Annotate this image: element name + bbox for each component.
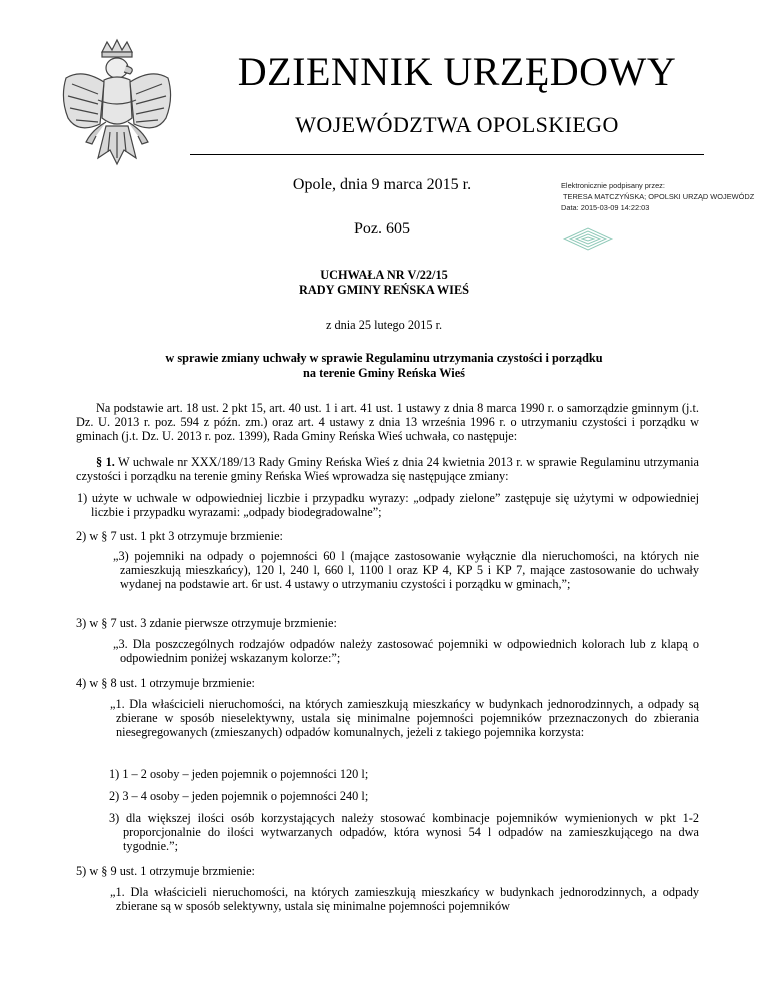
amendment-item-4-sub-3: 3) dla większej ilości osób korzystających należy stosować kombinacje pojemników wymienionych w pkt 1-2 proporcjonalnie do ilości wytwarzanych odpadów, która wynosi 54 l odpadów na zamieszkującego na dwa tygodnie.”; bbox=[109, 811, 699, 854]
act-subject-line1: w sprawie zmiany uchwały w sprawie Regulaminu utrzymania czystości i porządku bbox=[165, 351, 603, 365]
act-subject-line2: na terenie Gminy Reńska Wieś bbox=[303, 365, 465, 380]
amendment-item-3-quote: „3. Dla poszczególnych rodzajów odpadów należy zastosować pojemniki w odpowiednich kolorach lub z klapą o odpowiednim poniżej wskazanym kolorze:”; bbox=[113, 637, 699, 666]
section-1-text: W uchwale nr XXX/189/13 Rady Gminy Reńska Wieś z dnia 24 kwietnia 2013 r. w sprawie Regulaminu utrzymania czystości i porządku na terenie gminy Reńska Wieś wprowadza się następujące zmiany: bbox=[76, 455, 699, 484]
act-number: UCHWAŁA NR V/22/15 bbox=[320, 268, 448, 282]
electronic-signature bbox=[561, 180, 761, 213]
signature-signer: TERESA MATCZYŃSKA; OPOLSKI URZĄD WOJEWÓDZ bbox=[563, 192, 755, 201]
section-1-label: § 1. bbox=[96, 455, 115, 469]
signature-label: Elektronicznie podpisany przez: bbox=[561, 181, 665, 190]
amendment-item-5-quote: „1. Dla właścicieli nieruchomości, na których zamieszkują mieszkańcy w budynkach jednorodzinnych, a odpady zbierane są w sposób selektywny, ustala się minimalne pojemności pojemników bbox=[110, 885, 699, 914]
signature-verified-icon bbox=[560, 226, 616, 252]
section-1 bbox=[76, 455, 699, 483]
amendment-item-2-quote: „3) pojemniki na odpady o pojemności 60 l (mające zastosowanie wyłącznie dla nieruchomości, na których nie zamieszkują mieszkańcy), 120 l, 240 l, 660 l, 1100 l oraz KP 4, KP 5 i KP 7, mające zastosowanie do uchwały wydanej na podstawie art. 6r ust. 4 ustawy o utrzymaniu czystości i porządku w gminach,”; bbox=[113, 549, 699, 592]
journal-subtitle: WOJEWÓDZTWA OPOLSKIEGO bbox=[295, 112, 619, 137]
amendment-item-4-sub-2: 2) 3 – 4 osoby – jeden pojemnik o pojemności 240 l; bbox=[109, 789, 369, 803]
signature-date: Data: 2015-03-09 14:22:03 bbox=[561, 203, 650, 212]
act-date: z dnia 25 lutego 2015 r. bbox=[325, 318, 443, 332]
amendment-item-1: 1) użyte w uchwale w odpowiedniej liczbie i przypadku wyrazy: „odpady zielone” zastępuje się użytymi w odpowiedniej liczbie i przypadku wyrazami: „odpady biodegradowalne”; bbox=[77, 491, 699, 520]
act-authority: RADY GMINY REŃSKA WIEŚ bbox=[298, 282, 470, 297]
eagle-emblem bbox=[52, 38, 182, 188]
act-subject bbox=[0, 351, 768, 380]
amendment-item-4-sub-1: 1) 1 – 2 osoby – jeden pojemnik o pojemności 120 l; bbox=[109, 767, 369, 781]
position-number: Poz. 605 bbox=[354, 220, 410, 237]
amendment-item-4-quote: „1. Dla właścicieli nieruchomości, na których zamieszkują mieszkańcy w budynkach jednorodzinnych, a odpady są zbierane w sposób nieselektywny, ustala się minimalne pojemności pojemników przeznaczonych do zbierania niesegregowanych (zmieszanych) odpadów komunalnych, jeżeli z takiego pojemnika korzysta: bbox=[110, 697, 699, 740]
amendment-item-4: 4) w § 8 ust. 1 otrzymuje brzmienie: bbox=[76, 676, 255, 690]
preamble: Na podstawie art. 18 ust. 2 pkt 15, art. 40 ust. 1 i art. 41 ust. 1 ustawy z dnia 8 marca 1990 r. o samorządzie gminnym (j.t. Dz. U. 2013 r. poz. 594 z późn. zm.) oraz art. 4 ustawy z dnia 13 września 1996 r. o utrzymaniu czystości i porządku w gminach (j.t. Dz. U. 2013 r. poz. 1399), Rada Gminy Reńska Wieś uchwała, co następuje: bbox=[76, 401, 699, 444]
amendment-item-5: 5) w § 9 ust. 1 otrzymuje brzmienie: bbox=[76, 864, 255, 878]
amendment-item-3: 3) w § 7 ust. 3 zdanie pierwsze otrzymuje brzmienie: bbox=[76, 616, 337, 630]
header-divider bbox=[190, 154, 704, 155]
act-title bbox=[0, 268, 768, 297]
journal-title: DZIENNIK URZĘDOWY bbox=[237, 49, 677, 94]
amendment-item-2: 2) w § 7 ust. 1 pkt 3 otrzymuje brzmienie: bbox=[76, 529, 283, 543]
publication-date: Opole, dnia 9 marca 2015 r. bbox=[292, 176, 472, 193]
